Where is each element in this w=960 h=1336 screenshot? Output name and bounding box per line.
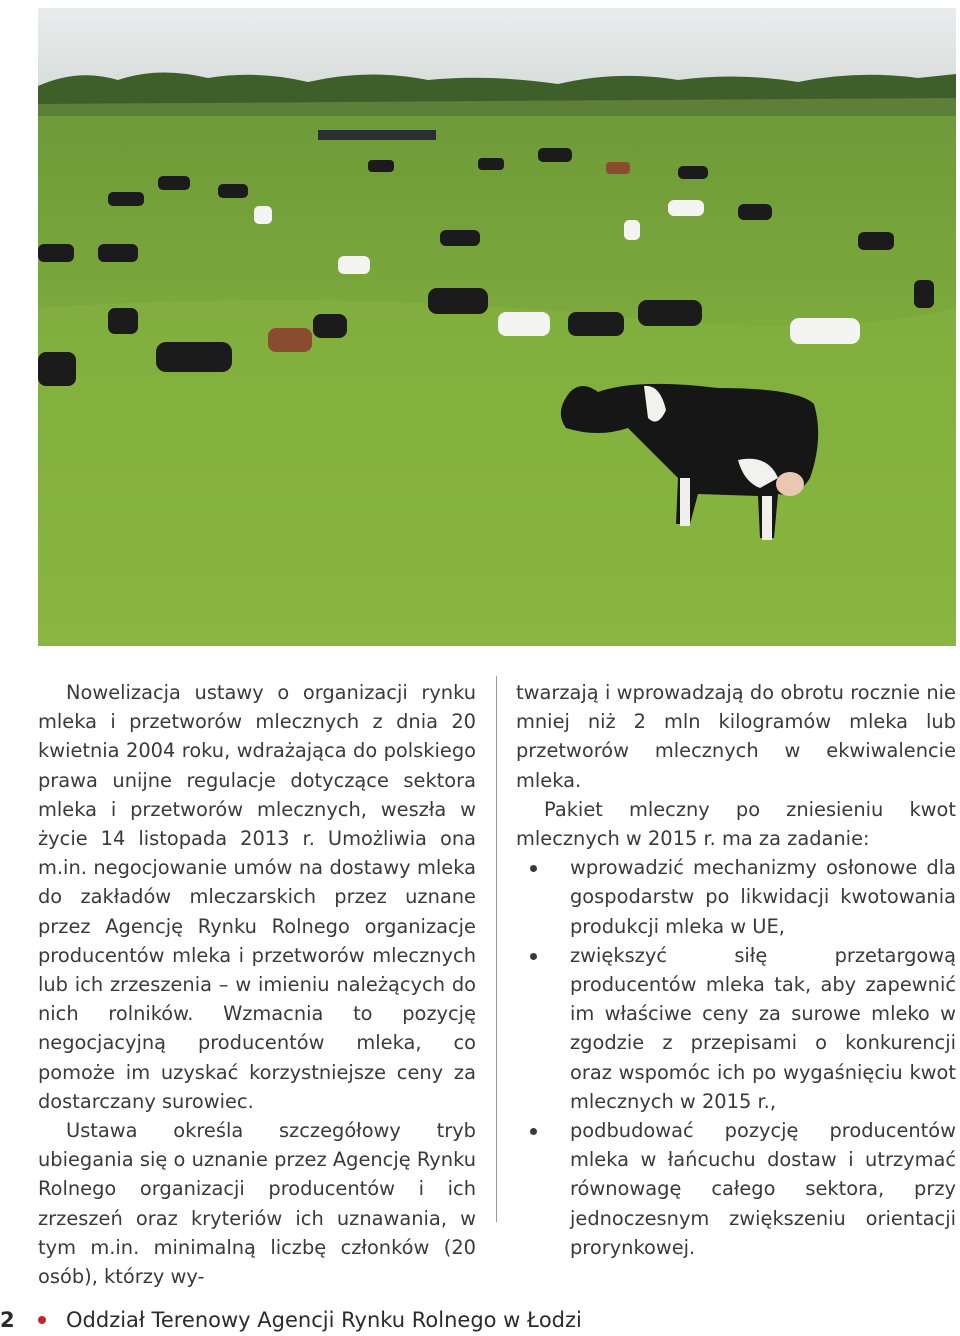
pasture-cows-photo-icon xyxy=(38,8,956,646)
left-text-column xyxy=(38,678,476,1291)
continued-paragraph: twarzają i wprowadzają do obrotu rocznie nie mniej niż 2 mln kilogramów mleka lub przetworów mlecznych w ekwiwalencie mleka. xyxy=(516,681,956,792)
page-number: 2 xyxy=(0,1308,15,1332)
page-footer xyxy=(0,1305,960,1335)
right-text-column xyxy=(516,678,956,1262)
list-item: podbudować pozycję producentów mleka w łańcuchu dostaw i utrzymać równowagę całego sektora, przy jednoczesnym zwiększeniu orientacji prorynkowej. xyxy=(516,1116,956,1262)
cows-pasture-photo xyxy=(38,8,956,646)
column-divider xyxy=(496,676,497,1222)
bullet-icon xyxy=(530,1128,537,1135)
footer-dot-icon xyxy=(38,1316,46,1324)
goals-list xyxy=(516,853,956,1262)
list-item: zwiększyć siłę przetargową producentów mleka tak, aby zapewnić im właściwe ceny za surowe mleko w zgodzie z przepisami o konkurencji oraz wspomóc ich po wygaśnięciu kwot mlecznych w 2015 r., xyxy=(516,941,956,1116)
milk-package-paragraph: Pakiet mleczny po zniesieniu kwot mlecznych w 2015 r. ma za zadanie: xyxy=(516,797,956,851)
bullet-icon xyxy=(530,865,537,872)
list-item: wprowadzić mechanizmy osłonowe dla gospodarstw po likwidacji kwotowania produkcji mleka w UE, xyxy=(516,853,956,941)
bullet-icon xyxy=(530,953,537,960)
footer-title: Oddział Terenowy Agencji Rynku Rolnego w Łodzi xyxy=(66,1308,582,1332)
intro-paragraph: Nowelizacja ustawy o organizacji rynku mleka i przetworów mlecznych z dnia 20 kwietnia 2004 roku, wdrażająca do polskiego prawa unijne regulacje dotyczące sektora mleka i przetworów mlecznych, weszła w życie 14 listopada 2013 r. Umożliwia ona m.in. negocjowanie umów na dostawy mleka do zakładów mleczarskich przez uznane przez Agencję Rynku Rolnego organizacje producentów mleka i przetworów mlecznych lub ich zrzeszenia – w imieniu należących do nich rolników. Wzmacnia to pozycję negocjacyjną producentów mleka, co pomoże im uzyskać korzystniejsze ceny za dostarczany surowiec. xyxy=(38,681,476,1113)
law-details-paragraph: Ustawa określa szczegółowy tryb ubiegania się o uznanie przez Agencję Rynku Rolnego organizacji producentów i ich zrzeszeń oraz kryteriów ich uznawania, w tym m.in. minimalną liczbę członków (20 osób), którzy wy- xyxy=(38,1119,476,1289)
